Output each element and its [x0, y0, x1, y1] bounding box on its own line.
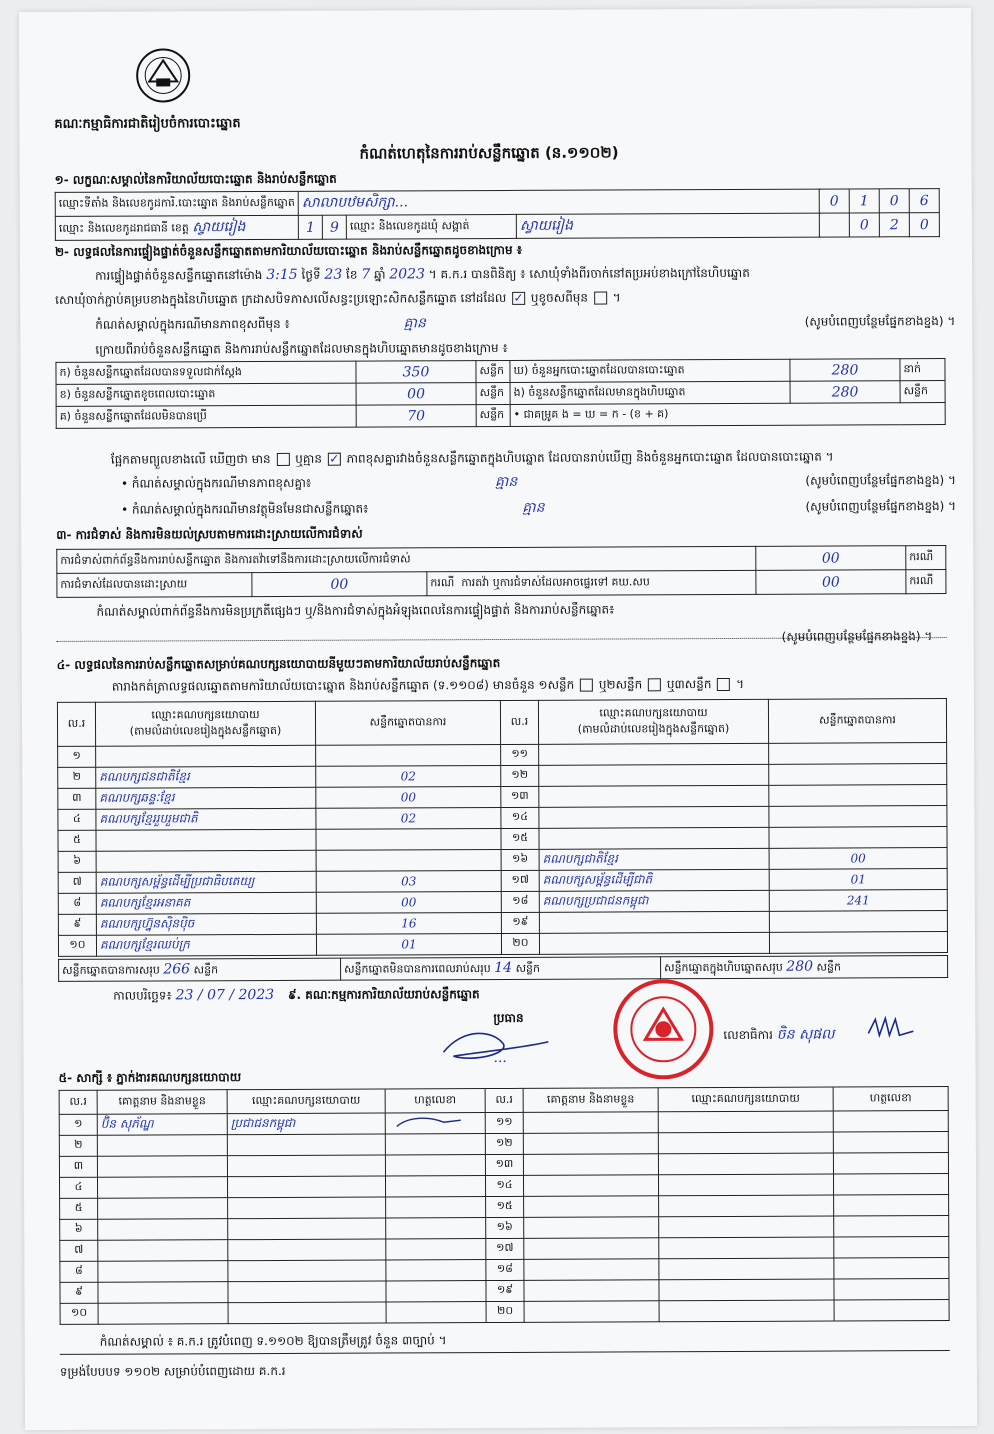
- party-name: គណបក្សសម្ព័ន្ធដើម្បីប្រជាធិបតេយ្យ: [96, 871, 316, 893]
- row-number: ៥: [60, 1198, 98, 1219]
- valid-votes: [769, 785, 947, 807]
- complaints-table: ការជំទាស់ពាក់ព័ន្ធនឹងការរាប់សន្លឹកឆ្នោត និងការតវ៉ាទៅនឹងការដោះស្រាយលើការជំទាស់ 00 ករណី ការជំទាស់ដែលបានដោះស្រាយ 00 ករណី ការតវ៉ា ឬការជំទាស់ដែលអាចផ្ទេរទៅ គឃ.សប 00 ករណី: [56, 545, 946, 598]
- row-number: ៦: [60, 1219, 98, 1240]
- witness-name[interactable]: [524, 1301, 659, 1323]
- witness-name[interactable]: [523, 1112, 658, 1134]
- valid-votes: 00: [316, 891, 501, 913]
- witness-party: [227, 1155, 385, 1177]
- chair-name: ...: [493, 1049, 507, 1067]
- party-name: គណបក្សសម្ព័ន្ធដើម្បីជាតិ: [539, 869, 769, 891]
- province-code-digit: 9: [322, 215, 346, 239]
- row-number: ១០: [58, 935, 96, 956]
- party-name: [96, 850, 316, 872]
- ballots-in-box: 280: [790, 381, 900, 403]
- row-number: ២០: [501, 933, 539, 954]
- witness-name: [98, 1219, 228, 1241]
- party-name: [539, 932, 769, 954]
- verify-month: 7: [361, 266, 371, 283]
- witness-party: [227, 1134, 385, 1156]
- result-intro: ក្រោយពីរាប់ចំនួនសន្លឹកឆ្នោត និងការរាប់សន្លឹកឆ្នោតដែលមានក្នុងហិបឆ្នោតមានដូចខាងក្រោម ៖: [95, 340, 508, 357]
- bullet-difference: • កំណត់សម្គាល់ក្នុងករណីមានភាពខុសគ្នា៖ គ្មាន (សូមបំពេញបន្ថែមផ្នែកខាងខ្នង) ។: [120, 472, 956, 491]
- result-sheets-line: តារាងកត់ត្រាលទ្ធផលឆ្នោតតាមការិយាល័យបោះឆ្នោត និងរាប់សន្លឹកឆ្នោត (ទ.១១០៨) មានចំនួន ១សន្លឹក ឬ២សន្លឹក ឬ៣សន្លឹក ។: [111, 676, 745, 694]
- commune-label: ឈ្មោះ និងលេខកូដឃុំ សង្កាត់: [346, 214, 516, 239]
- party-name: គណបក្សជនជាតិខ្មែរ: [96, 766, 316, 788]
- witness-name: [98, 1240, 228, 1262]
- row-number: ៨: [60, 1261, 98, 1282]
- witness-name: [98, 1261, 228, 1283]
- org-name: គណៈកម្មាធិការជាតិរៀបចំការបោះឆ្នោត: [54, 116, 241, 132]
- witness-party: [228, 1260, 386, 1282]
- valid-votes: 00: [316, 786, 501, 808]
- witness-name[interactable]: [523, 1154, 658, 1176]
- valid-votes: 02: [316, 765, 501, 787]
- row-number: ១២: [485, 1133, 523, 1154]
- section5-title: ៥- សាក្សី ៖ ភ្នាក់ងារគណបក្សនយោបាយ: [58, 1070, 242, 1085]
- valid-votes: 03: [316, 870, 501, 892]
- one-sheet-checkbox[interactable]: [580, 679, 593, 692]
- row-number: ១១: [485, 1112, 523, 1133]
- row-number: ២០: [486, 1301, 524, 1322]
- appeal-count: 00: [756, 570, 906, 595]
- party-name: [539, 743, 769, 765]
- section4-title: ៤- លទ្ធផលនៃការរាប់សន្លឹកឆ្នោតសម្រាប់គណបក្សនយោបាយនីមួយៗតាមការិយាល័យរាប់សន្លឹកឆ្នោត: [56, 655, 501, 672]
- row-number: ១៤: [501, 807, 539, 828]
- row-number: ១៤: [485, 1175, 523, 1196]
- valid-votes: 241: [769, 890, 947, 912]
- witness-party[interactable]: [658, 1132, 833, 1154]
- witness-signature[interactable]: [834, 1216, 949, 1238]
- valid-votes: [769, 806, 947, 828]
- witness-signature[interactable]: [386, 1302, 486, 1323]
- footer-note: កំណត់សម្គាល់ ៖ គ.ក.រ ត្រូវបំពេញ ទ.១១០២ ឱ្យបានត្រឹមត្រូវ ចំនួន ៣ច្បាប់ ។: [99, 1333, 447, 1349]
- witness-name[interactable]: [523, 1133, 658, 1155]
- row-number: ៣: [59, 1156, 97, 1177]
- table-row: [58, 932, 947, 957]
- row-number: ៤: [58, 809, 96, 830]
- office-label: ឈ្មោះទីតាំង និងលេខកូដការិ.បោះឆ្នោត និងរាប់សន្លឹកឆ្នោត: [55, 191, 298, 216]
- party-name: [539, 911, 769, 933]
- difference-note-value: គ្មាន: [403, 315, 426, 332]
- difference-note: កំណត់សម្គាល់ក្នុងករណីមានភាពខុសពីមុន ៖ គ្មាន (សូមបំពេញបន្ថែមផ្នែកខាងខ្នង) ។: [95, 314, 956, 332]
- valid-votes: [316, 849, 501, 871]
- party-name: [539, 764, 769, 786]
- resolved-count: 00: [252, 572, 427, 597]
- verify-day: 23: [324, 266, 343, 283]
- row-number: ៦: [58, 851, 96, 872]
- witness-signature[interactable]: [385, 1134, 485, 1155]
- received-ballots: 350: [356, 361, 476, 384]
- witness-party: [228, 1302, 386, 1324]
- witness-signature[interactable]: [386, 1239, 486, 1260]
- count-table: ក) ចំនួនសន្លឹកឆ្នោតដែលបានទទួលជាក់ស្តែង 350 សន្លឹក ឃ) ចំនួនអ្នកបោះឆ្នោតដែលបានបោះឆ្នោត 280 នាក់ ខ) ចំនួនសន្លឹកឆ្នោតខូចពេលបោះឆ្នោត 00 សន្លឹក ង) ចំនួនសន្លឹកឆ្នោតដែលមានក្នុងហិបឆ្នោត 280 សន្លឹក គ) ចំនួនសន្លឹកឆ្នោតដែលមិនបានប្រើ 70 សន្លឹក • ជាគម្រូគ ង = ឃ = ក - (ខ + គ): [55, 358, 945, 429]
- commune-name: ស្វាយរៀង: [516, 213, 819, 238]
- row-number: ១៥: [486, 1196, 524, 1217]
- witness-signature[interactable]: [385, 1155, 485, 1176]
- party-name: គណបក្សខ្មែររួបរួមជាតិ: [96, 808, 316, 830]
- valid-votes: [769, 827, 947, 849]
- party-name: គណបក្សហ្វ៊ុនស៊ិនប៉ិច: [96, 913, 316, 935]
- province-name: ស្វាយរៀង: [192, 219, 246, 236]
- row-number: ៧: [60, 1240, 98, 1261]
- row-number: ១: [58, 746, 96, 767]
- party-name: [96, 829, 316, 851]
- valid-votes: [769, 911, 947, 933]
- secretary-signature: [863, 1013, 923, 1043]
- row-number: ៧: [58, 872, 96, 893]
- unchanged-checkbox[interactable]: ✓: [513, 290, 524, 305]
- party-name: [539, 806, 769, 828]
- witness-party[interactable]: [659, 1258, 834, 1280]
- witness-party[interactable]: [658, 1111, 833, 1133]
- verify-year: 2023: [389, 266, 426, 283]
- seal-line: សោឃុំចាក់ភ្ជាប់គម្របខាងក្នុងនៃហិបឆ្នោត ក្រដាសបិទភាសលើសន្ធះប្រឡោះសិកសន្លឹកឆ្នោត នៅដដែល ✓ ឬខូចសពីមុន ។: [55, 290, 621, 307]
- witness-name[interactable]: [524, 1259, 659, 1281]
- witness-signature[interactable]: [834, 1237, 949, 1259]
- invalid-total: 14: [494, 959, 513, 976]
- witness-name: [98, 1198, 228, 1220]
- chair-label: ប្រធាន: [493, 1010, 524, 1026]
- witness-party[interactable]: [659, 1195, 834, 1217]
- valid-votes: [769, 743, 947, 765]
- witness-name[interactable]: [524, 1238, 659, 1260]
- irregularity-note: កំណត់សម្គាល់ពាក់ព័ន្ធនឹងការមិនប្រក្រតីផ្សេងៗ ឬ/និងការជំទាស់ក្នុងអំឡុងពេលនៃការផ្ទៀងផ្ទាត់ និងការរាប់សន្លឹកឆ្នោត៖: [96, 602, 615, 619]
- witness-signature[interactable]: [834, 1279, 949, 1301]
- section1-title: ១- លក្ខណៈសម្គាល់នៃការិយាល័យបោះឆ្នោត និងរាប់សន្លឹកឆ្នោត: [54, 171, 337, 187]
- valid-votes: [316, 828, 501, 850]
- witness-party[interactable]: [659, 1300, 834, 1322]
- witness-party: ប្រជាជនកម្ពុជា: [227, 1113, 385, 1135]
- witness-name: [98, 1282, 228, 1304]
- witness-party: [228, 1218, 386, 1240]
- valid-votes: 01: [769, 869, 947, 891]
- box-total: 280: [786, 958, 814, 975]
- formula: • ជាគម្រូគ ង = ឃ = ក - (ខ + គ): [510, 403, 945, 427]
- row-number: ៤: [59, 1177, 97, 1198]
- province-label: ឈ្មោះ និងលេខកូដរាជធានី ខេត្ត: [58, 221, 189, 235]
- valid-votes: 01: [316, 933, 501, 955]
- party-name: គណបក្សប្រជាជនកម្ពុជា: [539, 890, 769, 912]
- verify-line: ការផ្ទៀងផ្ទាត់ចំនួនសន្លឹកឆ្នោតនៅម៉ោង 3:15 ថ្ងៃទី 23 ខែ 7 ឆ្នាំ 2023 ។ គ.ក.រ បានពិនិត្យ ៖ សោឃុំទាំងពីរចាក់នៅតប្រអប់ខាងក្រៅនៃហិបឆ្នោត: [95, 265, 750, 284]
- row-number: ១: [59, 1114, 97, 1135]
- row-number: ១៩: [501, 912, 539, 933]
- office-code-digit: 0: [879, 189, 909, 213]
- official-stamp: [613, 979, 713, 1079]
- date-line: កាលបរិច្ឆេទ៖ 23 / 07 / 2023 ៩. គណៈកម្មការការិយាល័យរាប់សន្លឹកឆ្នោត: [113, 986, 480, 1004]
- witness-signature[interactable]: [834, 1258, 949, 1280]
- witness-party: [228, 1281, 386, 1303]
- has-difference-checkbox[interactable]: [276, 453, 289, 466]
- row-number: ១០: [60, 1303, 98, 1324]
- valid-votes: [316, 744, 501, 766]
- witness-name[interactable]: [523, 1175, 658, 1197]
- commune-code-digit: 2: [879, 213, 909, 237]
- witness-signature[interactable]: [385, 1113, 485, 1134]
- witness-party[interactable]: [658, 1174, 833, 1196]
- witness-party[interactable]: [659, 1279, 834, 1301]
- witness-party[interactable]: [658, 1153, 833, 1175]
- two-sheets-checkbox[interactable]: [648, 678, 661, 691]
- witness-party: [227, 1176, 385, 1198]
- witness-signature[interactable]: [386, 1260, 486, 1281]
- witness-name[interactable]: [524, 1217, 659, 1239]
- row-number: ១៨: [486, 1259, 524, 1280]
- row-number: ២: [59, 1135, 97, 1156]
- secretary-line: លេខាធិការ ចិន សុផល: [723, 1026, 835, 1043]
- row-number: ១៥: [501, 828, 539, 849]
- row-number: ៩: [58, 914, 96, 935]
- witness-signature[interactable]: [833, 1111, 948, 1133]
- row-number: ១៣: [501, 786, 539, 807]
- witness-name: [97, 1156, 227, 1178]
- witness-name[interactable]: [524, 1280, 659, 1302]
- witness-signature-mark: [389, 1114, 469, 1130]
- nec-emblem-icon: [134, 46, 192, 104]
- witness-signature[interactable]: [385, 1176, 485, 1197]
- party-name: [539, 785, 769, 807]
- row-number: ១៣: [485, 1154, 523, 1175]
- witness-name[interactable]: [524, 1196, 659, 1218]
- witness-table: ល.រ គោត្តនាម និងនាមខ្លួន ឈ្មោះគណបក្សនយោបាយ ហត្ថលេខា ល.រ គោត្តនាម និងនាមខ្លួន ឈ្មោះគណបក្សនយោបាយ ហត្ថលេខា ១ ប៊ិន សុភ័ណ្ឌ ប្រជាជនកម្ពុជា ១១ ២ ១២ ៣ ១៣ ៤ ១៤ ៥ ១៥ ៦ ១៦ ៧ ១៧ ៨ ១៨ ៩ ១៩ ១០ ២០: [59, 1086, 950, 1325]
- witness-party: [228, 1197, 386, 1219]
- office-code-digit: 0: [819, 189, 849, 213]
- row-number: ១៦: [486, 1217, 524, 1238]
- witness-signature[interactable]: [833, 1132, 948, 1154]
- witness-signature[interactable]: [833, 1174, 948, 1196]
- row-number: ៣: [58, 788, 96, 809]
- row-number: ១២: [501, 765, 539, 786]
- unused-ballots: 70: [356, 405, 476, 428]
- witness-signature[interactable]: [386, 1218, 486, 1239]
- office-code-digit: 6: [909, 189, 939, 213]
- spoiled-ballots: 00: [356, 383, 476, 406]
- party-name: គណបក្សខ្មែរឈប់ក្រ: [96, 934, 316, 956]
- irregularity-fill-note: (សូមបំពេញបន្ថែមផ្នែកខាងខ្នង) ។: [781, 629, 933, 644]
- verify-time: 3:15: [266, 266, 298, 284]
- commune-code-digit: 0: [909, 213, 939, 237]
- witness-party[interactable]: [659, 1216, 834, 1238]
- table-row: [60, 1300, 949, 1325]
- witness-party[interactable]: [659, 1237, 834, 1259]
- row-number: ៨: [58, 893, 96, 914]
- valid-votes: [769, 932, 947, 954]
- form-sheet: [19, 8, 977, 1430]
- party-results-table: ល.រ ឈ្មោះគណបក្សនយោបាយ (តាមលំដាប់លេខរៀងក្នុងសន្លឹកឆ្នោត) សន្លឹកឆ្នោតបានការ ល.រ ឈ្មោះគណបក្សនយោបាយ (តាមលំដាប់លេខរៀងក្នុងសន្លឹកឆ្នោត) សន្លឹកឆ្នោតបានការ ១ ១១ ២ គណបក្សជនជាតិខ្មែរ 02 ១២ ៣ គណបក្សឆន្ទៈខ្មែរ 00 ១៣ ៤ គណបក្សខ្មែររួបរួមជាតិ 02 ១៤ ៥ ១៥ ៦ ១៦ គណបក្សជាតិខ្មែរ 00 ៧ គណបក្សសម្ព័ន្ធដើម្បីប្រជាធិបតេយ្យ 03 ១៧ គណបក្សសម្ព័ន្ធដើម្បីជាតិ 01 ៨ គណបក្សខ្មែរអនាគត 00 ១៨ គណបក្សប្រជាជនកម្ពុជា 241 ៩ គណបក្សហ្វ៊ុនស៊ិនប៉ិច 16 ១៩ ១០ គណបក្សខ្មែរឈប់ក្រ 01 ២០: [57, 698, 948, 957]
- valid-votes: [769, 764, 947, 786]
- party-name: គណបក្សឆន្ទៈខ្មែរ: [96, 787, 316, 809]
- witness-signature[interactable]: [833, 1153, 948, 1175]
- witness-signature[interactable]: [386, 1197, 486, 1218]
- row-number: ១៨: [501, 891, 539, 912]
- secretary-name: ចិន សុផល: [776, 1026, 835, 1043]
- witness-name: ប៊ិន សុភ័ណ្ឌ: [97, 1114, 227, 1136]
- section3-title: ៣- ការជំទាស់ និងការមិនយល់ស្របតាមការដោះស្រាយលើការជំទាស់: [56, 526, 363, 542]
- party-name: [96, 745, 316, 767]
- section2-title: ២- លទ្ធផលនៃការផ្ទៀងផ្ទាត់ចំនួនសន្លឹកឆ្នោតតាមការិយាល័យបោះឆ្នោត និងរាប់សន្លឹកឆ្នោតដូចខាងក្រោម ៖: [54, 242, 523, 259]
- voters-count: 280: [790, 359, 900, 381]
- witness-name: [98, 1303, 228, 1325]
- witness-name: [97, 1177, 227, 1199]
- row-number: ៥: [58, 830, 96, 851]
- difference-check-line: ផ្អែកតាមព្យួលខាងលើ ឃើញថា មាន ឬគ្មាន ✓ ភាពខុសគ្នារវាងចំនួនសន្លឹកឆ្នោតក្នុងហិបឆ្នោត ដែលបានរាប់ឃើញ និងចំនួនអ្នកបោះឆ្នោត ដែលបានបោះឆ្នោត ។: [110, 449, 834, 467]
- valid-votes: 02: [316, 807, 501, 829]
- office-code-digit: 1: [849, 189, 879, 213]
- party-name: គណបក្សខ្មែរអនាគត: [96, 892, 316, 914]
- witness-signature[interactable]: [834, 1195, 949, 1217]
- valid-votes: 00: [769, 848, 947, 870]
- row-number: ៩: [60, 1282, 98, 1303]
- form-title: កំណត់ហេតុនៃការរាប់សន្លឹកឆ្នោត (ន.១១០២): [359, 143, 619, 163]
- section1-table: [55, 188, 940, 241]
- three-sheets-checkbox[interactable]: [717, 678, 730, 691]
- bullet-foreign-objects: • កំណត់សម្គាល់ក្នុងករណីមានវត្ថុមិនមែនជាសន្លឹកឆ្នោត៖ គ្មាន (សូមបំពេញបន្ថែមផ្នែកខាងខ្នង) ។: [121, 498, 957, 517]
- valid-votes: 16: [316, 912, 501, 934]
- valid-total: 266: [163, 960, 191, 977]
- witness-party: [228, 1239, 386, 1261]
- changed-checkbox[interactable]: [594, 292, 607, 305]
- party-name: [539, 827, 769, 849]
- completion-date: 23 / 07 / 2023: [175, 986, 275, 1004]
- party-name: គណបក្សជាតិខ្មែរ: [539, 848, 769, 870]
- row-number: ១៦: [501, 849, 539, 870]
- row-number: ១៧: [486, 1238, 524, 1259]
- witness-signature[interactable]: [834, 1300, 949, 1322]
- totals-row: សន្លឹកឆ្នោតបានការសរុប 266 សន្លឹក សន្លឹកឆ្នោតមិនបានការពេលរាប់សរុប 14 សន្លឹក សន្លឹកឆ្នោតក្នុងហិបឆ្នោតសរុប 280 សន្លឹក: [58, 955, 948, 982]
- row-number: ២: [58, 767, 96, 788]
- row-number: ១៧: [501, 870, 539, 891]
- province-code-digit: 1: [298, 215, 322, 239]
- witness-signature[interactable]: [386, 1281, 486, 1302]
- commune-code-digit: 0: [849, 213, 879, 237]
- witness-name: [97, 1135, 227, 1157]
- no-difference-checkbox[interactable]: ✓: [329, 451, 340, 466]
- row-number: ១៩: [486, 1280, 524, 1301]
- complaints-count: 00: [756, 546, 906, 571]
- row-number: ១១: [501, 744, 539, 765]
- form-usage-note: ទម្រង់បែបបទ ១១០២ សម្រាប់បំពេញដោយ គ.ក.រ: [59, 1363, 286, 1379]
- office-name: សាលាបឋមសិក្សា...: [298, 189, 819, 215]
